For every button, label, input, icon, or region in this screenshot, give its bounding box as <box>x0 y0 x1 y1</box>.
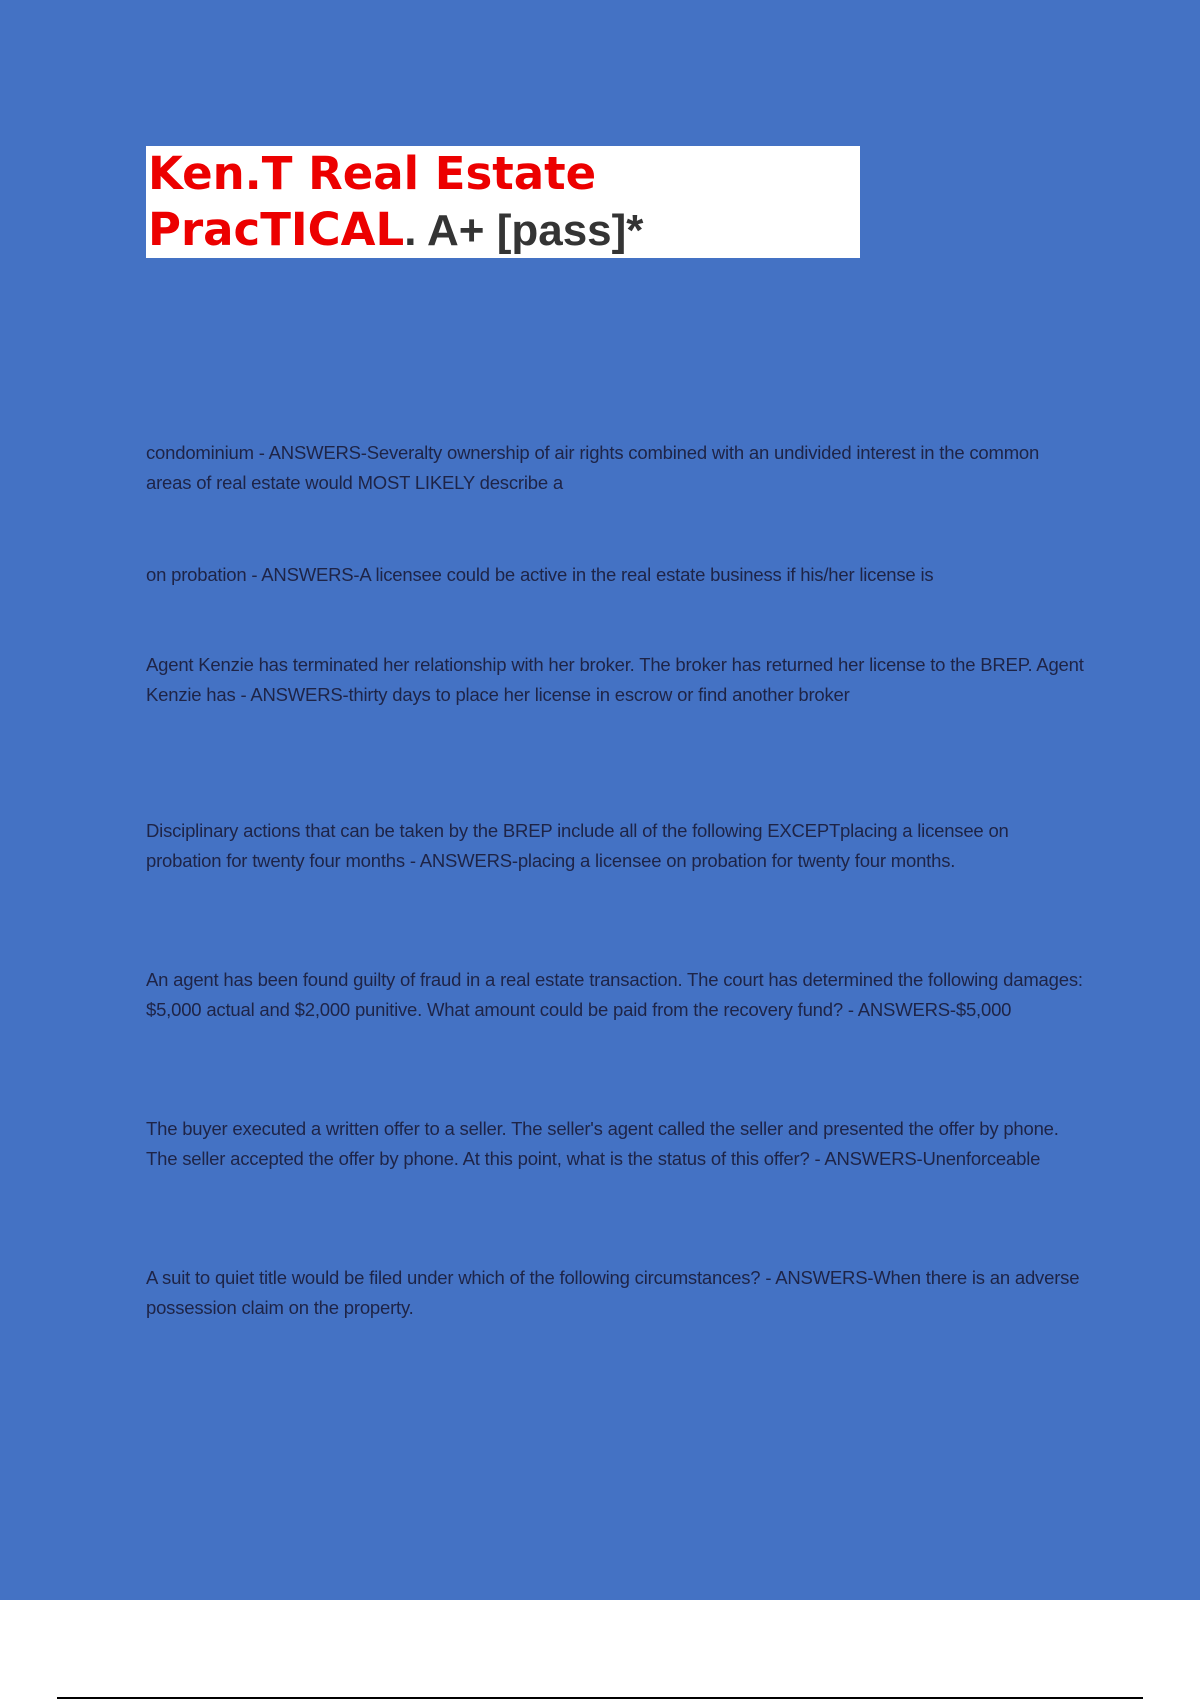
title-line-2 <box>148 202 860 259</box>
qa-item-1: condominium - ANSWERS-Severalty ownership of air rights combined with an undivided interest in the common areas of real estate would MOST LIKELY describe a <box>146 442 1040 493</box>
title-line-2-dark-text: . A+ [pass]* <box>404 206 644 255</box>
qa-item-2: on probation - ANSWERS-A licensee could be active in the real estate business if his/her license is <box>146 564 934 585</box>
footer-divider <box>57 1697 1143 1699</box>
qa-item-4: Disciplinary actions that can be taken by the BREP include all of the following EXCEPTplacing a licensee on probation for twenty four months - ANSWERS-placing a licensee on probation for twenty four months. <box>146 820 1009 871</box>
qa-item-3: Agent Kenzie has terminated her relationship with her broker. The broker has returned her license to the BREP. Agent Kenzie has - ANSWERS-thirty days to place her license in escrow or find another broker <box>146 654 1084 705</box>
qa-item-6: The buyer executed a written offer to a seller. The seller's agent called the seller and presented the offer by phone. The seller accepted the offer by phone. At this point, what is the status of this offer? - ANSWERS-Unenforceable <box>146 1118 1059 1169</box>
document-title <box>146 146 860 258</box>
title-line-1 <box>148 146 860 202</box>
title-line-2-red-text: PracTICAL <box>148 203 405 256</box>
qa-item-7: A suit to quiet title would be filed under which of the following circumstances? - ANSWERS-When there is an adverse possession claim on the property. <box>146 1267 1080 1318</box>
qa-item-5: An agent has been found guilty of fraud in a real estate transaction. The court has determined the following damages: $5,000 actual and $2,000 punitive. What amount could be paid from the recovery fund? - ANSWERS-$5,000 <box>146 969 1083 1020</box>
title-line-1-text: Ken.T Real Estate <box>148 147 597 200</box>
